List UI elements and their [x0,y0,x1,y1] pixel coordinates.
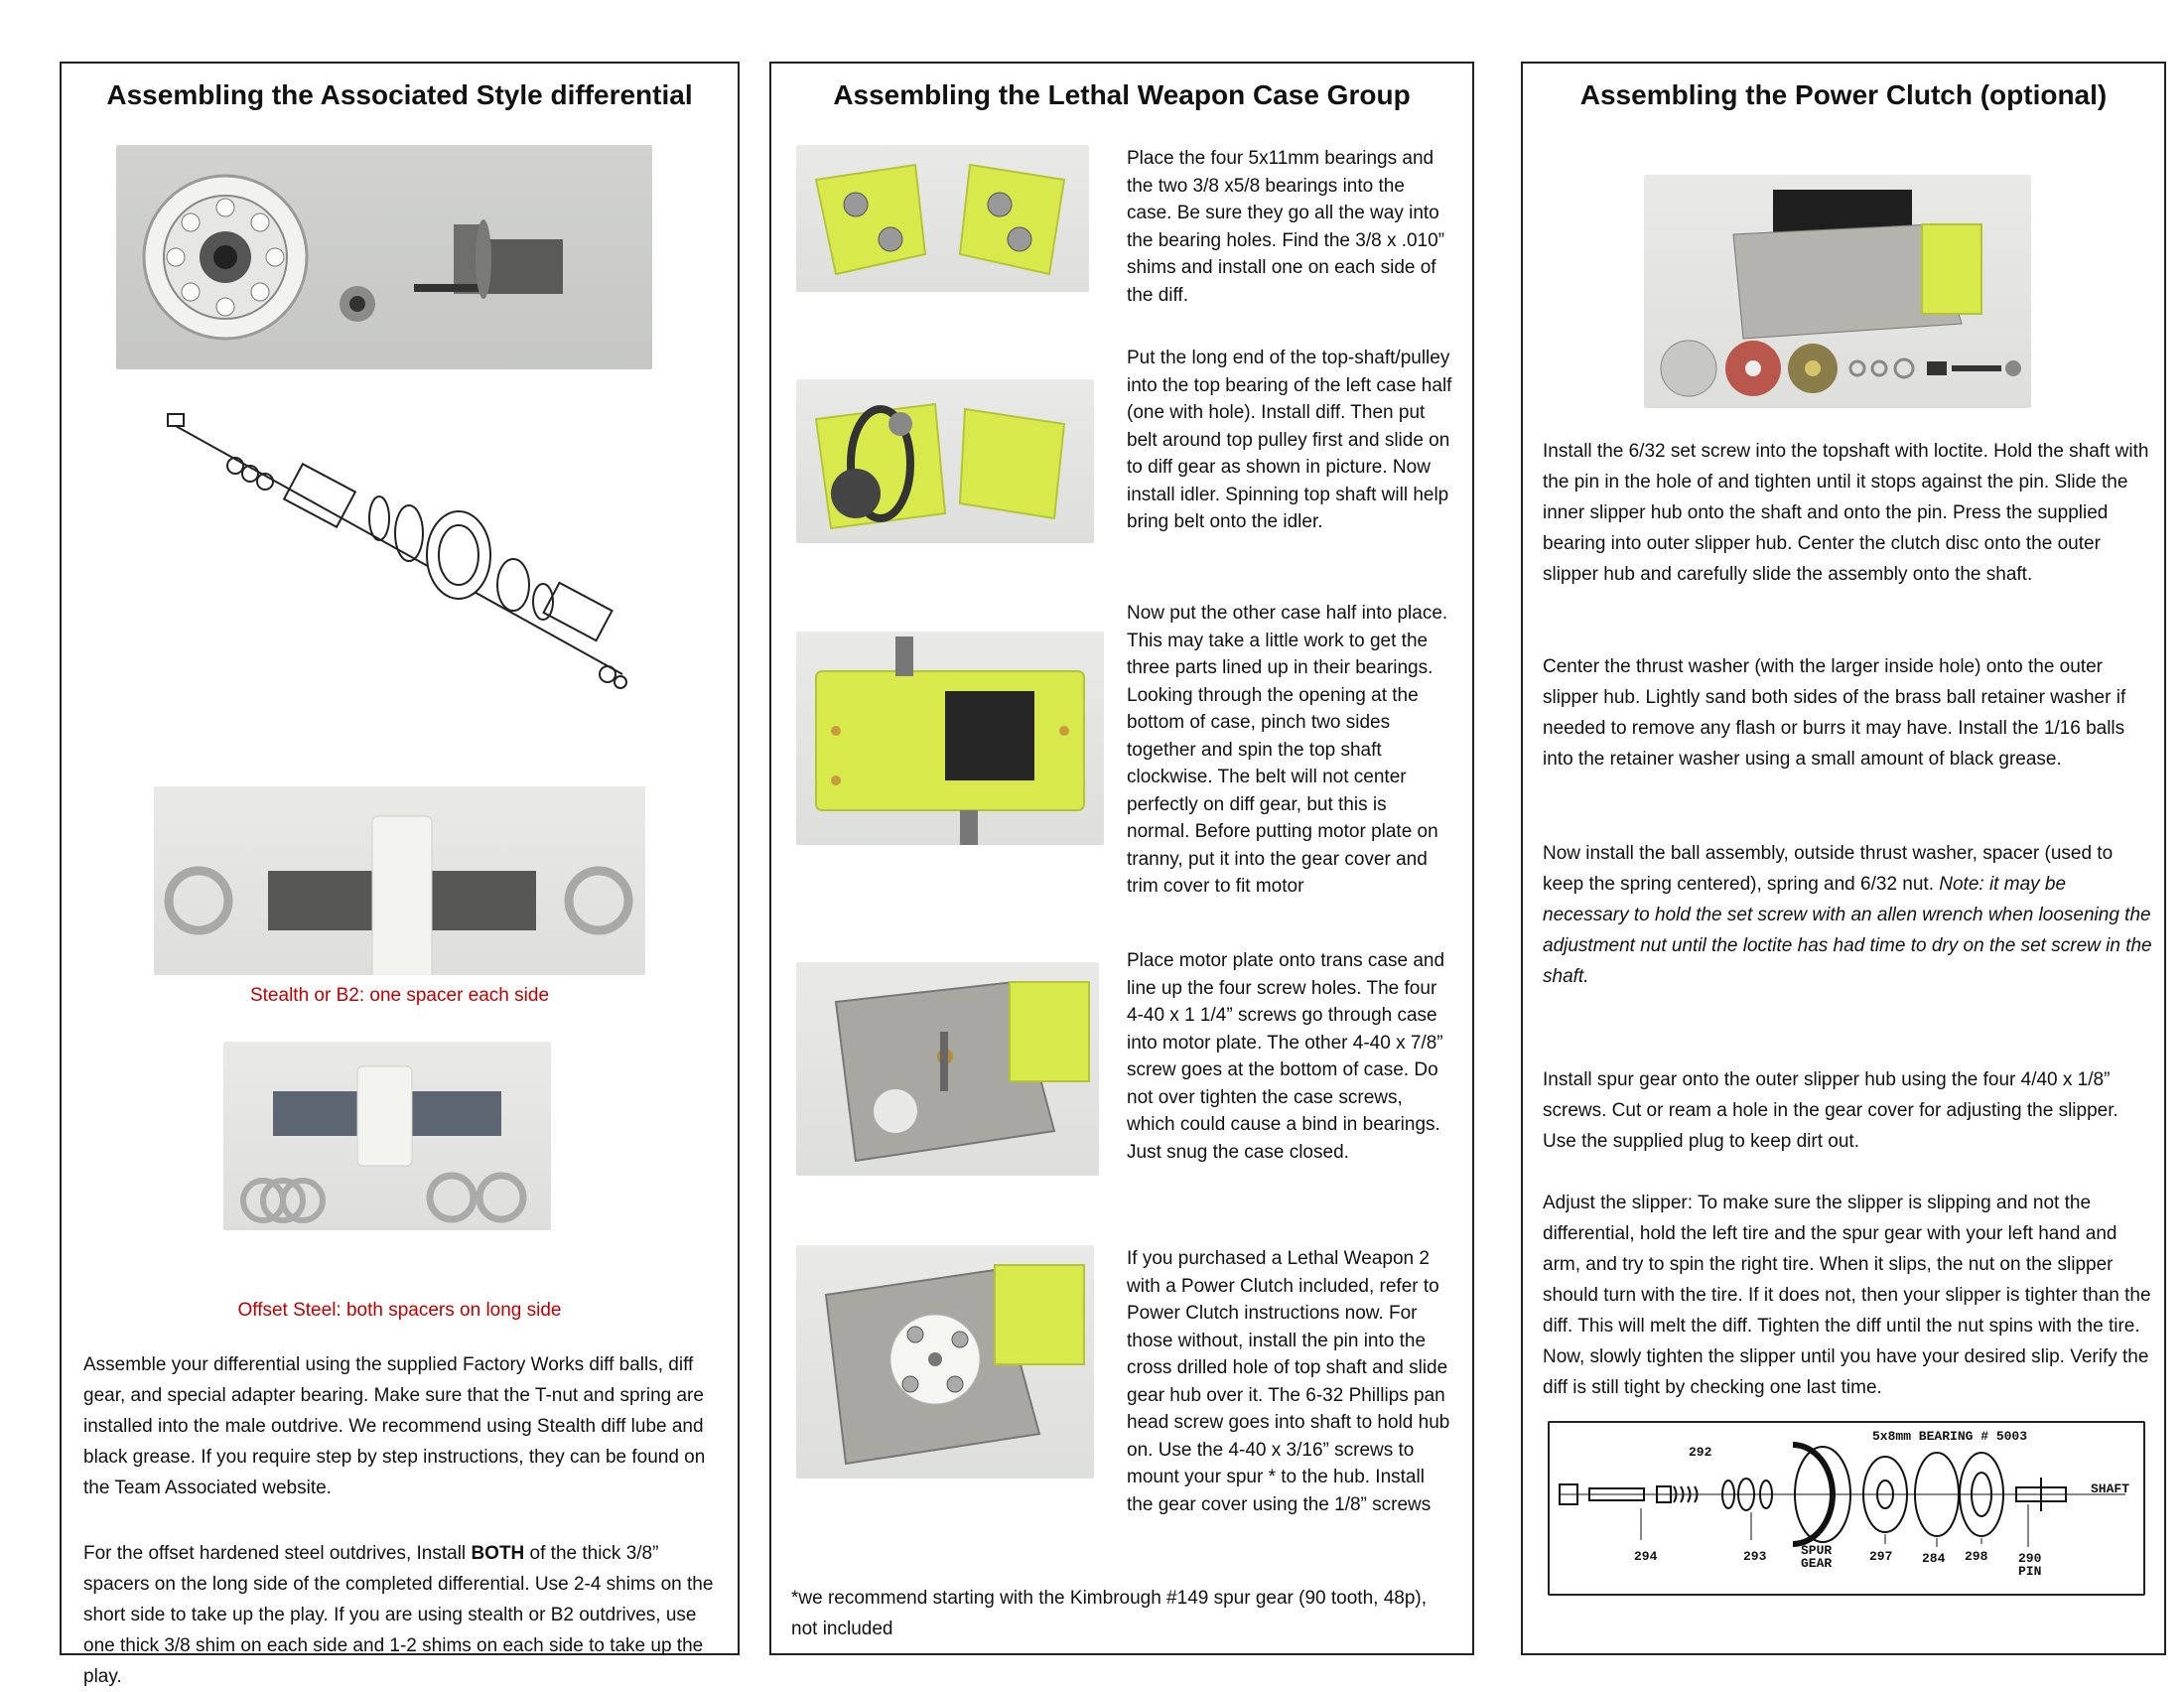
gear-hub-photo [796,1245,1094,1479]
case-panel-title: Assembling the Lethal Weapon Case Group [833,79,1411,110]
stealth-outdrive-photo [154,786,645,975]
diff-parts-photo [116,145,652,369]
label-298: 298 [1965,1549,1988,1564]
offset-outdrive-photo [223,1042,551,1230]
clutch-exploded-diagram [1548,1421,2145,1596]
clutch-instructions-3-note: Note: it may be necessary to hold the set screw with an allen wrench when loosening the adjustment nut until the loctite has had time to dry on the set screw in the shaft. [1543,874,2152,987]
label-284: 284 [1922,1551,1946,1566]
spur-label: SPUR [1801,1543,1833,1558]
case-assembled-photo [796,632,1104,845]
case-halves-photo [796,145,1089,292]
diff-instructions-2a: For the offset hardened steel outdrives, Install [83,1543,472,1564]
case-step-3: Now put the other case half into place. This may take a little work to get the three parts lined up in their bearings. Looking through the opening at the bottom of case, pinch two sides together and spin the top shaft clockwise. The belt will not center perfectly on diff gear, but this is normal. Before putting motor plate on tranny, put it into the gear cover and trim cover to fit motor [1127,603,1448,897]
clutch-instructions-4: Install spur gear onto the outer slipper hub using the four 4/40 x 1/8” screws. Cut or ream a hole in the gear cover for adjusting the slipper. Use the supplied plug to keep dirt out. [1543,1069,2118,1152]
case-step-5: If you purchased a Lethal Weapon 2 with a Power Clutch included, refer to Power Clutch instructions now. For those without, install the pin into the cross drilled hole of top shaft and slide gear hub over it. The 6-32 Phillips pan head screw goes into shaft to hold hub on. Use the 4-40 x 3/16” screws to mount your spur * to the hub. Install the gear cover using the 1/8” screws [1127,1248,1450,1515]
label-293: 293 [1743,1549,1767,1564]
clutch-instructions-1: Install the 6/32 set screw into the topshaft with loctite. Hold the shaft with the pin in the hole of and tighten until it stops against the pin. Slide the inner slipper hub onto the shaft and onto the pin. Press the supplied bearing into outer slipper hub. Center the clutch disc onto the outer slipper hub and carefully slide the assembly onto the shaft. [1543,441,2149,585]
diff-instructions-2b: of the thick 3/8” spacers on the long side of the completed differential. Use 2-4 shims on the short side to take up the play. If you are using stealth or B2 outdrives, use one thick 3/8 shim on each side and 1-2 shims on each side to take up the play. [83,1543,714,1687]
diff-panel [60,62,740,1687]
offset-caption: Offset Steel: both spacers on long side [237,1300,562,1321]
case-step-2: Put the long end of the top-shaft/pulley into the top bearing of the left case half (one with hole). Install diff. Then put belt around top pulley first and slide on to diff gear as shown in picture. Now install idler. Spinning top shaft will help bring belt onto the idler. [1127,348,1452,532]
spur-gear-footnote: *we recommend starting with the Kimbrough #149 spur gear (90 tooth, 48p), not included [791,1588,1428,1639]
diff-instructions-1: Assemble your differential using the supplied Factory Works diff balls, diff gear, and special adapter bearing. Make sure that the T-nut and spring are installed into the male outdrive. We recommend using Stealth diff lube and black grease. If you require step by step instructions, they can be found on the Team Associated website. [83,1354,706,1498]
case-step-1: Place the four 5x11mm bearings and the two 3/8 x5/8 bearings into the case. Be sure they go all the way into the bearing holes. Find the 3/8 x .010” shims and install one on each side of the diff. [1127,148,1445,306]
clutch-panel-title: Assembling the Power Clutch (optional) [1579,79,2108,110]
shaft-label: SHAFT [2091,1481,2130,1496]
case-step-4: Place motor plate onto trans case and line up the four screw holes. The four 4-40 x 1 1/4” screws go through case into motor plate. The other 4-40 x 7/8” screw goes at the bottom of case. Do not over tighten the case screws, which could cause a bind in bearings. Just snug the case closed. [1127,950,1445,1163]
label-290: 290 [2018,1551,2042,1566]
label-294: 294 [1634,1549,1658,1564]
pin-label: PIN [2018,1564,2042,1579]
gear-label: GEAR [1801,1556,1833,1571]
case-panel [769,62,1474,1655]
motor-plate-photo [796,962,1099,1176]
diff-panel-title: Assembling the Associated Style differential [106,79,693,110]
belt-install-photo [796,379,1094,543]
clutch-parts-photo [1644,175,2031,408]
clutch-instructions-2: Center the thrust washer (with the larger inside hole) onto the outer slipper hub. Lightly sand both sides of the brass ball retainer washer if needed to remove any flash or burrs it may have. Install the 1/16 balls into the retainer washer using a small amount of black grease. [1543,656,2126,770]
diff-instructions-2-bold: BOTH [471,1543,525,1564]
bearing-label: 5x8mm BEARING # 5003 [1872,1429,2028,1444]
diff-exploded-diagram [166,406,632,714]
label-292: 292 [1689,1445,1712,1460]
diff-instructions-2 [83,1538,724,1692]
clutch-instructions-3-text: Now install the ball assembly, outside thrust washer, spacer (used to keep the spring centered), spring and 6/32 nut. [1543,843,2114,895]
clutch-instructions-3 [1543,838,2153,992]
label-297: 297 [1869,1549,1893,1564]
clutch-instructions-5: Adjust the slipper: To make sure the slipper is slipping and not the differential, hold the left tire and the spur gear with your left hand and arm, and try to spin the right tire. When it slips, the nut on the slipper should turn with the tire. If it does not, then your slipper is tighter than the diff. This will melt the diff. Tighten the diff until the nut spins with the tire. Now, slowly tighten the slipper until you have your desired slip. Verify the diff is still tight by checking one last time. [1543,1193,2151,1398]
stealth-caption: Stealth or B2: one spacer each side [249,985,550,1006]
clutch-panel [1521,62,2166,1655]
